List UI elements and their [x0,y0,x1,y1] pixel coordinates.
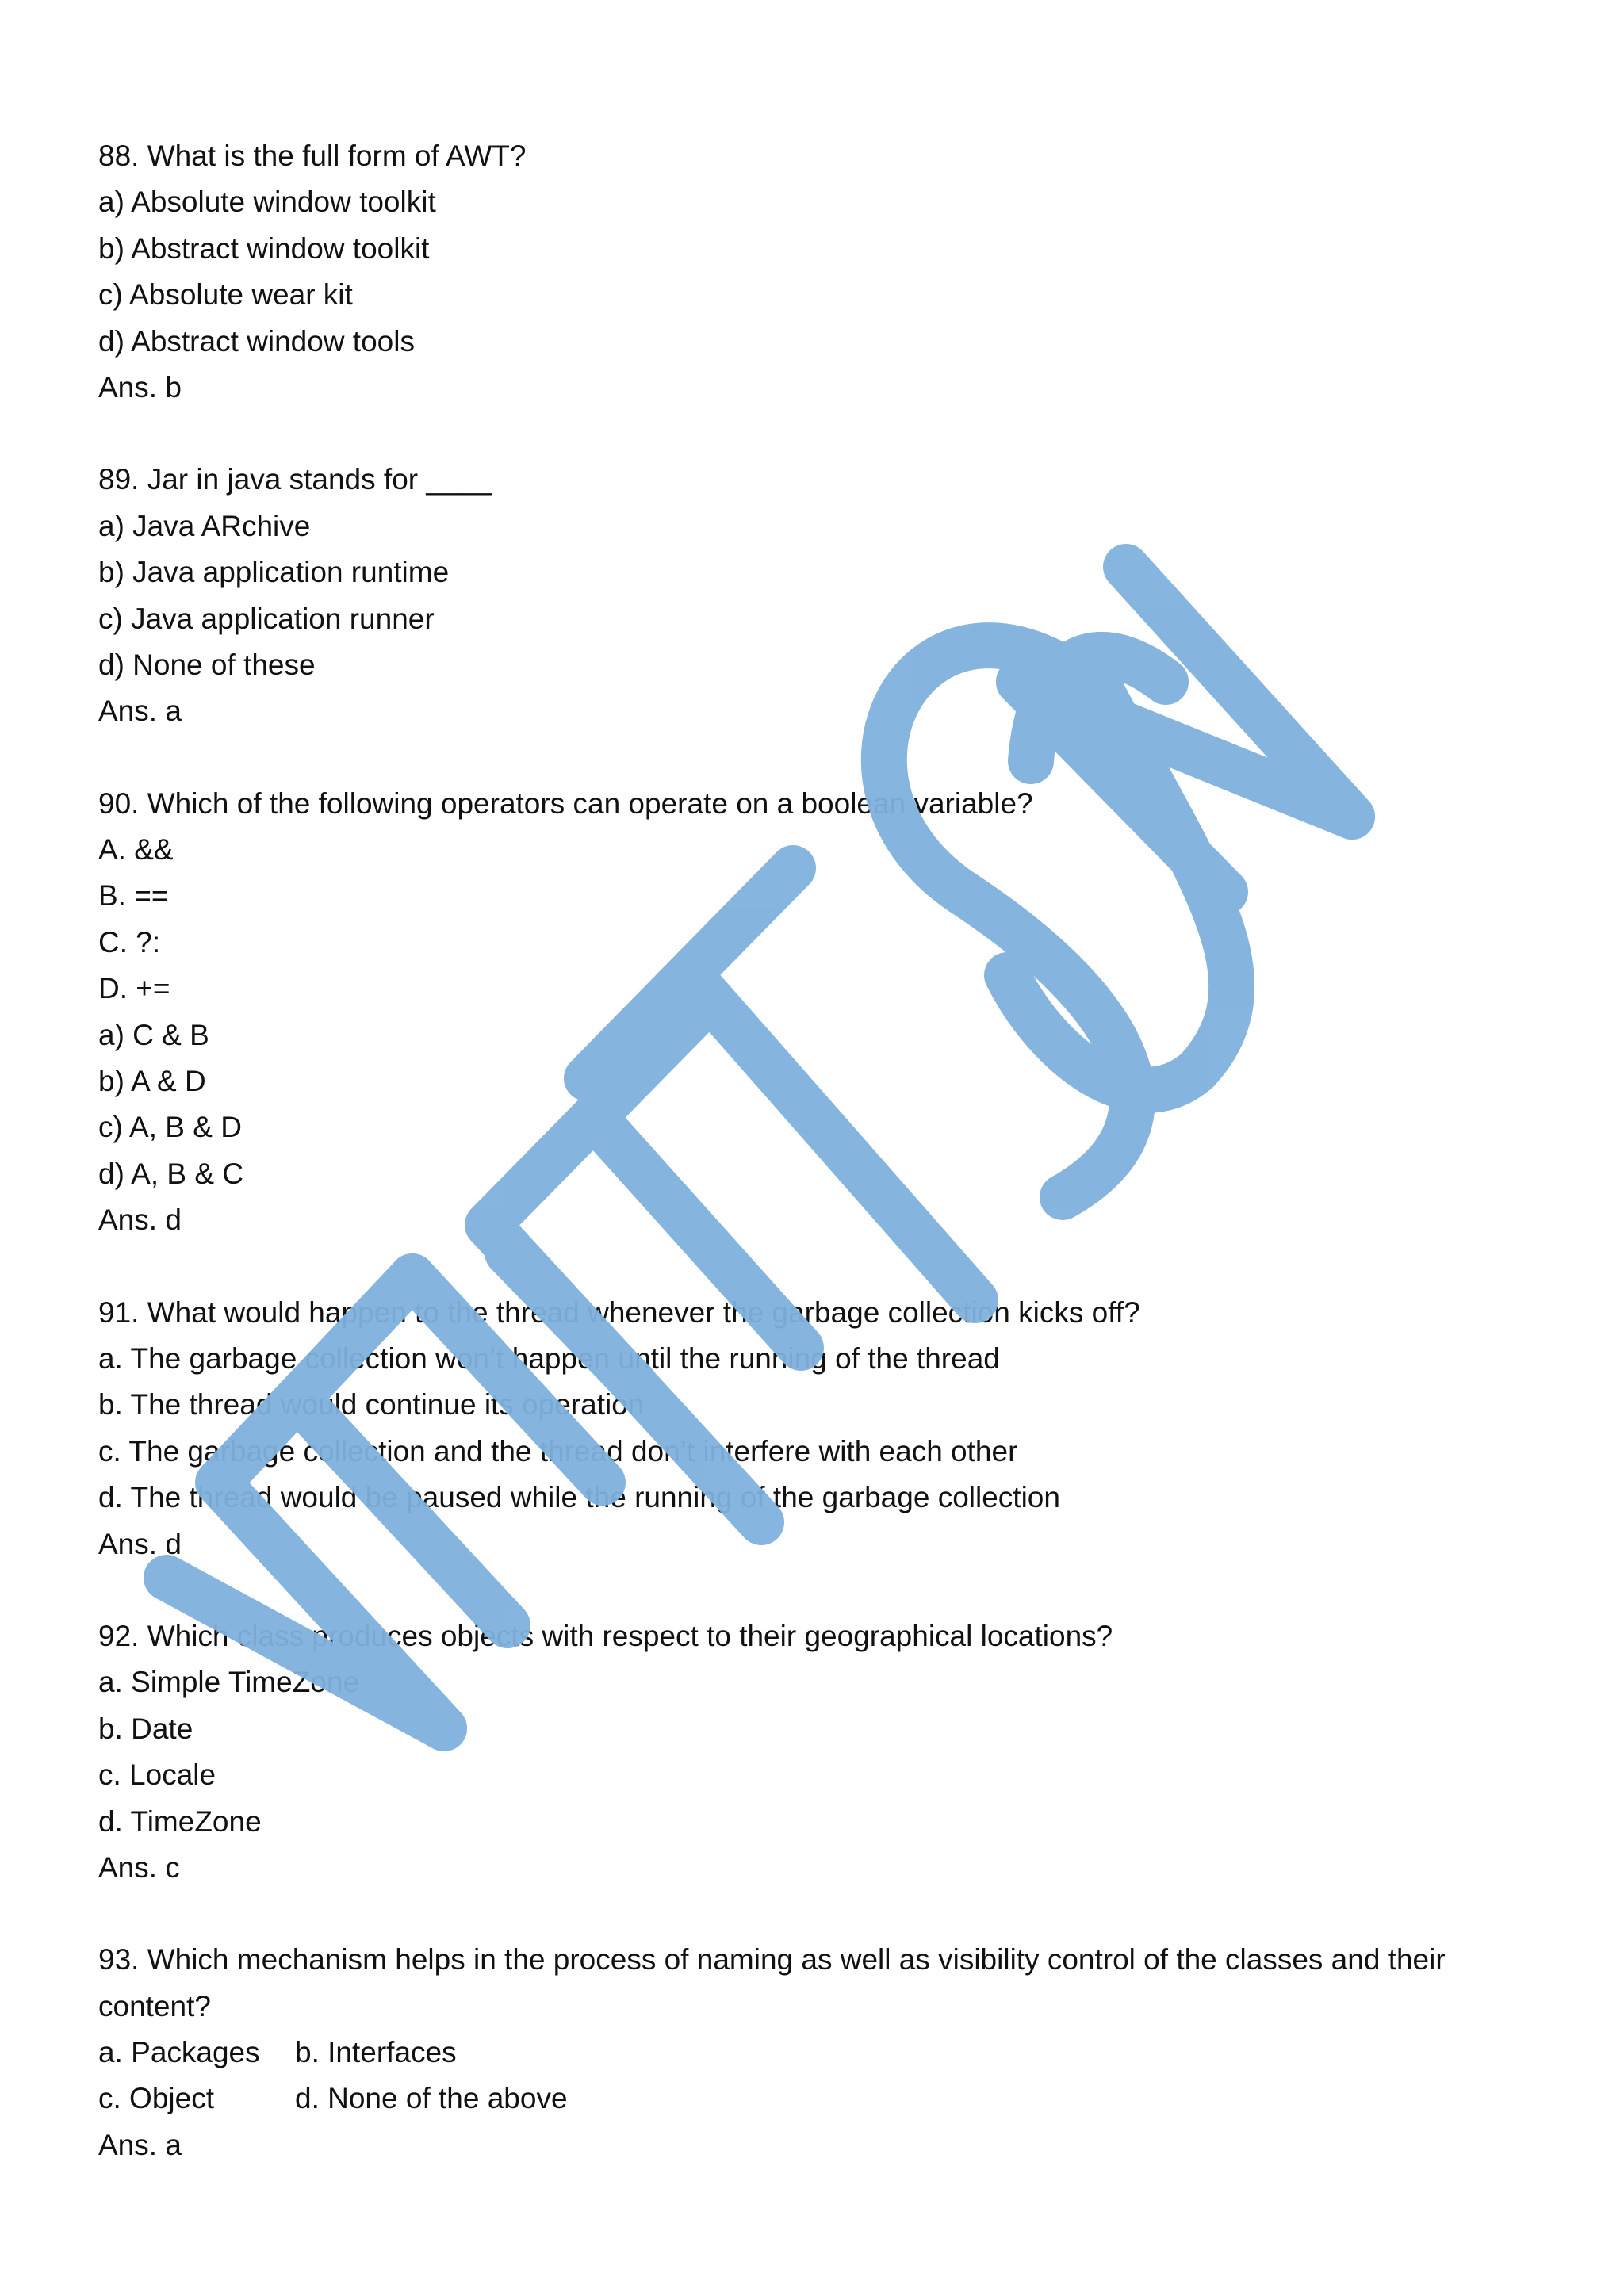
question-list [98,133,1526,2214]
question-block-89 [98,457,1526,734]
option: d) Abstract window tools [98,324,415,358]
option: B. == [98,879,169,913]
question-text: 90. Which of the following operators can operate on a boolean variable? [98,786,1033,820]
question-block-93 [98,1937,1526,2168]
option: A. && [98,833,174,867]
answer: Ans. a [98,695,182,728]
option: b) Abstract window toolkit [98,232,430,265]
option: a) Java ARchive [98,509,311,542]
option: b. Date [98,1712,193,1745]
answer: Ans. c [98,1850,180,1884]
option: b. The thread would continue its operation [98,1388,645,1422]
answer: Ans. d [98,1527,182,1560]
option: c) Absolute wear kit [98,278,353,312]
question-text: 89. Jar in java stands for ____ [98,463,492,496]
option: C. ?: [98,925,161,959]
option: b. Interfaces [295,2036,457,2069]
question-block-90 [98,781,1526,1244]
option: c. Locale [98,1758,216,1792]
option: c. The garbage collection and the thread don’t interfere with each other [98,1434,1018,1468]
option: a) C & B [98,1018,209,1051]
question-block-92 [98,1613,1526,1891]
answer: Ans. d [98,1203,182,1237]
option: a) Absolute window toolkit [98,186,436,219]
option: D. += [98,972,170,1005]
option: d) None of these [98,648,316,681]
question-text: 92. Which class produces objects with respect to their geographical locations? [98,1619,1113,1652]
question-text: 88. What is the full form of AWT? [98,140,527,172]
option: b) Java application runtime [98,556,450,589]
option: d. The thread would be paused while the running of the garbage collection [98,1481,1060,1514]
question-block-88 [98,133,1526,411]
option: c) Java application runner [98,602,435,635]
option: d. None of the above [295,2082,568,2115]
option: c. Object [98,2082,214,2115]
option: c) A, B & D [98,1111,242,1144]
option-row [98,2076,1526,2122]
option: d. TimeZone [98,1804,262,1838]
question-text: 91. What would happen to the thread whenever the garbage collection kicks off? [98,1295,1140,1329]
option: d) A, B & C [98,1157,244,1190]
question-text: 93. Which mechanism helps in the process of naming as well as visibility control of the classes and their content? [98,1943,1446,2022]
option: b) A & D [98,1065,206,1098]
answer: Ans. b [98,370,182,404]
option: a. The garbage collection won’t happen until the running of the thread [98,1341,1000,1375]
option-row [98,2030,1526,2076]
answer: Ans. a [98,2128,182,2161]
question-block-91 [98,1290,1526,1567]
option: a. Packages [98,2036,260,2069]
option: a. Simple TimeZone [98,1666,360,1699]
